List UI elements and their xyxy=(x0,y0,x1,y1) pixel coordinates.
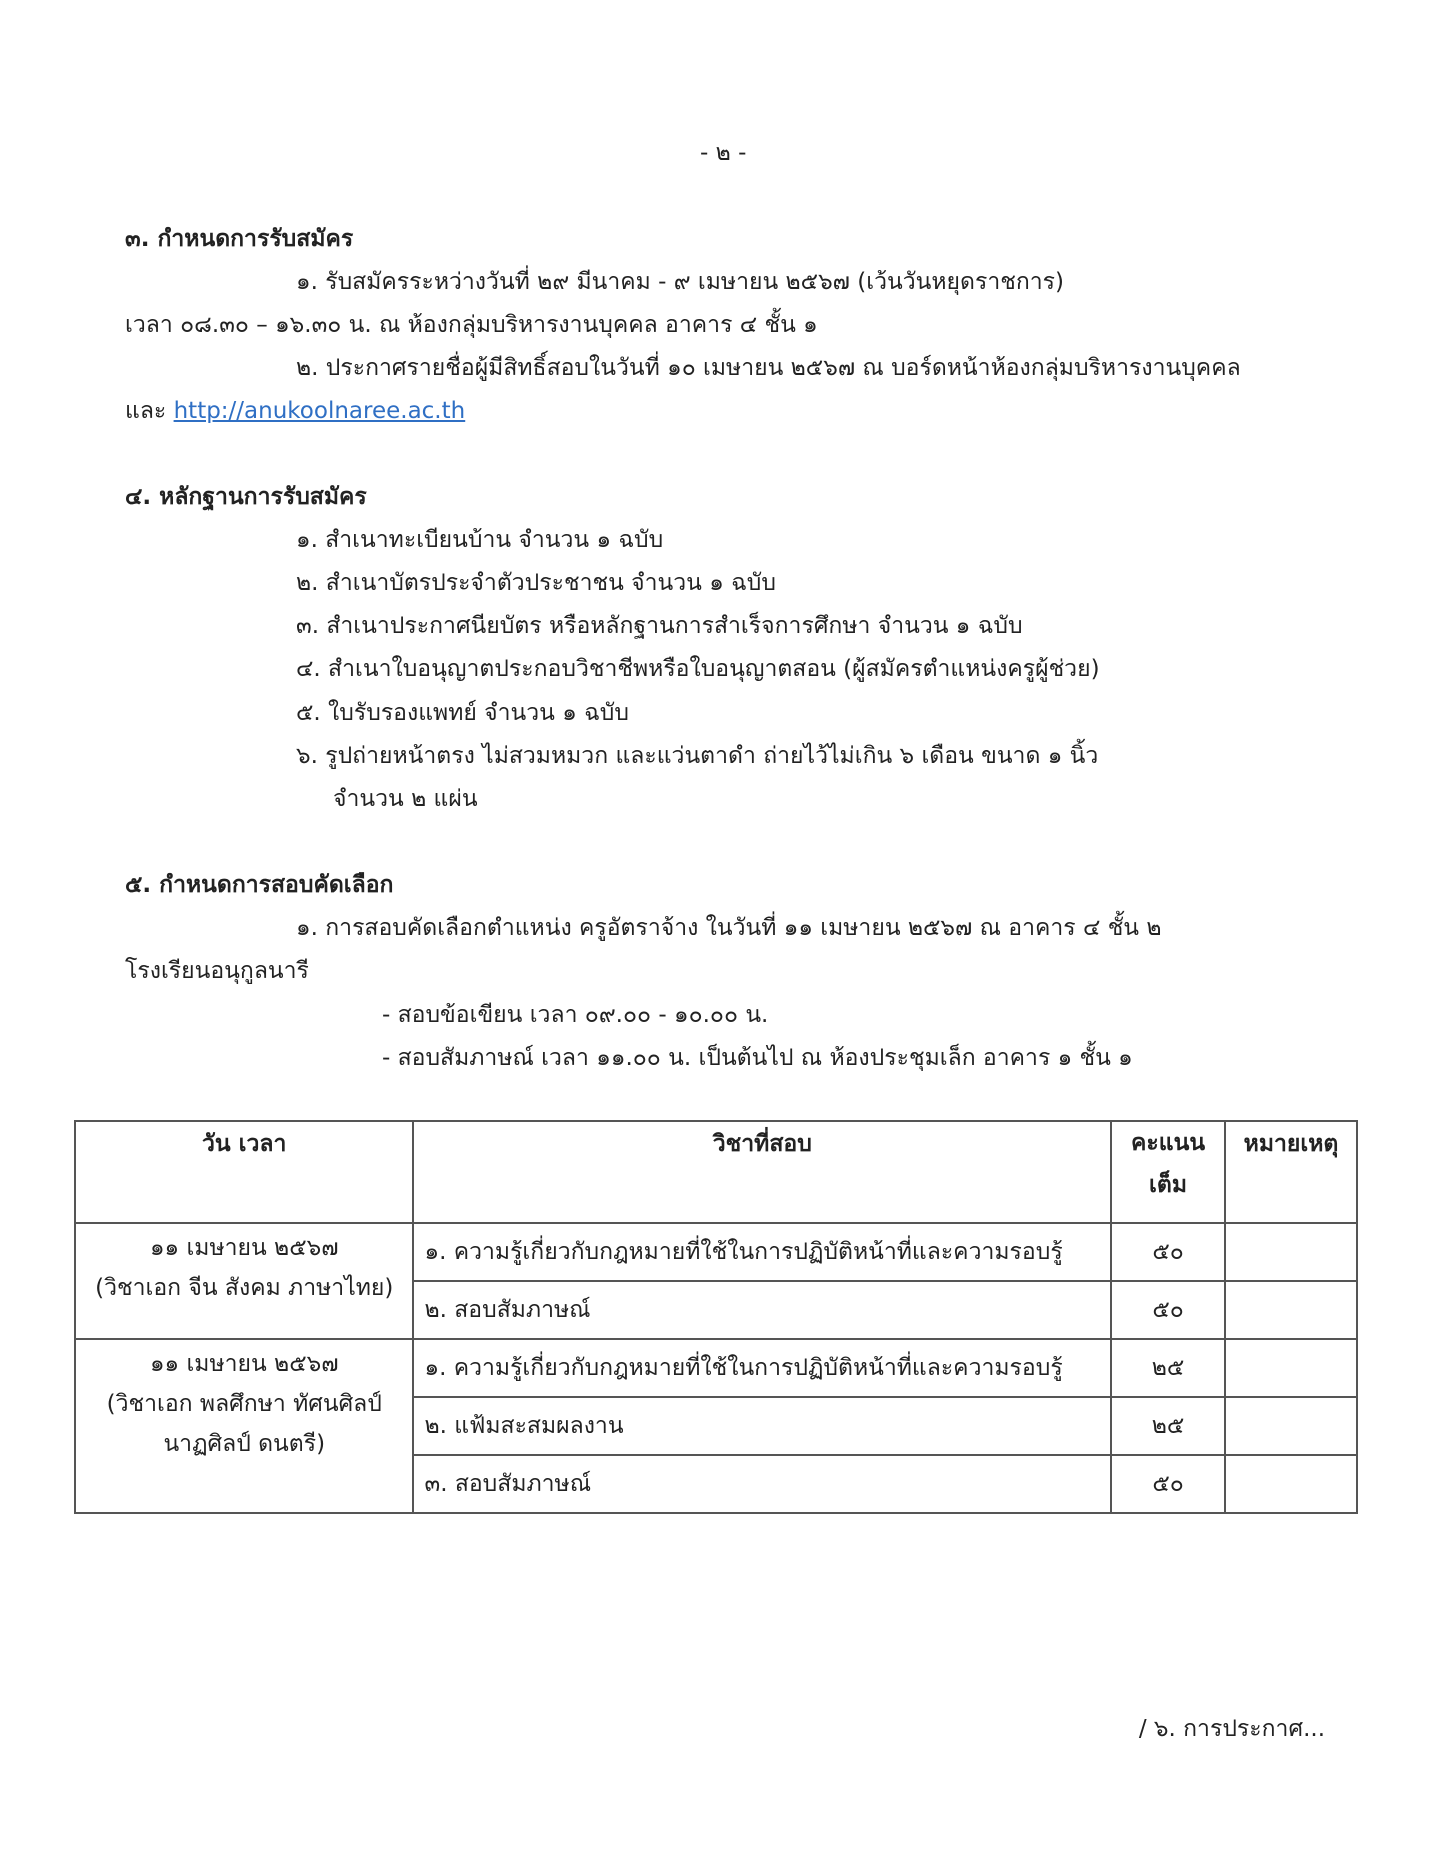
section5-line1-cont: โรงเรียนอนุกูลนารี xyxy=(125,958,309,984)
subject-cell: ๑. ความรู้เกี่ยวกับกฎหมายที่ใช้ในการปฏิบัติหน้าที่และความรอบรู้ xyxy=(413,1223,1111,1281)
written-exam-time: - สอบข้อเขียน เวลา ๐๙.๐๐ - ๑๐.๐๐ น. xyxy=(382,1002,769,1028)
header-note: หมายเหตุ xyxy=(1225,1121,1357,1223)
section4-heading: ๔. หลักฐานการรับสมัคร xyxy=(125,484,367,510)
note-cell xyxy=(1225,1455,1357,1513)
doc-item-cont: จำนวน ๒ แผ่น xyxy=(333,786,478,812)
subject-cell: ๒. สอบสัมภาษณ์ xyxy=(413,1281,1111,1339)
section5-heading: ๕. กำหนดการสอบคัดเลือก xyxy=(125,872,394,898)
date-detail: (วิชาเอก พลศึกษา ทัศนศิลป์ นาฏศิลป์ ดนตรี) xyxy=(106,1391,382,1457)
score-cell: ๕๐ xyxy=(1111,1281,1225,1339)
section5-line1: ๑. การสอบคัดเลือกตำแหน่ง ครูอัตราจ้าง ในวันที่ ๑๑ เมษายน ๒๕๖๗ ณ อาคาร ๔ ชั้น ๒ xyxy=(296,915,1162,941)
doc-item: ๒. สำเนาบัตรประจำตัวประชาชน จำนวน ๑ ฉบับ xyxy=(296,570,776,596)
doc-item: ๖. รูปถ่ายหน้าตรง ไม่สวมหมวก และแว่นตาดำ ถ่ายไว้ไม่เกิน ๖ เดือน ขนาด ๑ นิ้ว xyxy=(296,743,1099,769)
continuation-footer: / ๖. การประกาศ... xyxy=(1138,1716,1325,1742)
date-text: ๑๑ เมษายน ๒๕๖๗ xyxy=(149,1235,339,1261)
website-link[interactable]: http://anukoolnaree.ac.th xyxy=(173,398,466,424)
table-header-row xyxy=(75,1121,1357,1223)
subject-cell: ๓. สอบสัมภาษณ์ xyxy=(413,1455,1111,1513)
score-cell: ๕๐ xyxy=(1111,1223,1225,1281)
score-cell: ๒๕ xyxy=(1111,1397,1225,1455)
header-date: วัน เวลา xyxy=(75,1121,413,1223)
exam-schedule-table xyxy=(74,1120,1358,1514)
doc-item: ๔. สำเนาใบอนุญาตประกอบวิชาชีพหรือใบอนุญาตสอน (ผู้สมัครตำแหน่งครูผู้ช่วย) xyxy=(296,656,1100,682)
date-detail: (วิชาเอก จีน สังคม ภาษาไทย) xyxy=(95,1275,394,1301)
page-number: - ๒ - xyxy=(700,140,747,166)
section3-line1-cont: เวลา ๐๘.๓๐ – ๑๖.๓๐ น. ณ ห้องกลุ่มบริหารงานบุคคล อาคาร ๔ ชั้น ๑ xyxy=(125,312,818,338)
interview-time: - สอบสัมภาษณ์ เวลา ๑๑.๐๐ น. เป็นต้นไป ณ ห้องประชุมเล็ก อาคาร ๑ ชั้น ๑ xyxy=(382,1045,1133,1071)
date-cell xyxy=(75,1339,413,1513)
section3-line1: ๑. รับสมัครระหว่างวันที่ ๒๙ มีนาคม - ๙ เมษายน ๒๕๖๗ (เว้นวันหยุดราชการ) xyxy=(296,269,1065,295)
table-row xyxy=(75,1223,1357,1281)
section3-heading: ๓. กำหนดการรับสมัคร xyxy=(125,226,354,252)
doc-item: ๕. ใบรับรองแพทย์ จำนวน ๑ ฉบับ xyxy=(296,700,629,726)
score-cell: ๕๐ xyxy=(1111,1455,1225,1513)
doc-item: ๓. สำเนาประกาศนียบัตร หรือหลักฐานการสำเร็จการศึกษา จำนวน ๑ ฉบับ xyxy=(296,613,1023,639)
note-cell xyxy=(1225,1397,1357,1455)
section3-line2-cont xyxy=(125,396,465,426)
header-score: คะแนน เต็ม xyxy=(1111,1121,1225,1223)
date-text: ๑๑ เมษายน ๒๕๖๗ xyxy=(149,1351,339,1377)
note-cell xyxy=(1225,1339,1357,1397)
doc-item: ๑. สำเนาทะเบียนบ้าน จำนวน ๑ ฉบับ xyxy=(296,527,664,553)
score-cell: ๒๕ xyxy=(1111,1339,1225,1397)
section3-line2: ๒. ประกาศรายชื่อผู้มีสิทธิ์สอบในวันที่ ๑๐ เมษายน ๒๕๖๗ ณ บอร์ดหน้าห้องกลุ่มบริหารงานบุคคล xyxy=(296,355,1241,381)
note-cell xyxy=(1225,1281,1357,1339)
subject-cell: ๒. แฟ้มสะสมผลงาน xyxy=(413,1397,1111,1455)
note-cell xyxy=(1225,1223,1357,1281)
and-text: และ xyxy=(125,398,167,424)
table-row xyxy=(75,1339,1357,1397)
subject-cell: ๑. ความรู้เกี่ยวกับกฎหมายที่ใช้ในการปฏิบัติหน้าที่และความรอบรู้ xyxy=(413,1339,1111,1397)
date-cell xyxy=(75,1223,413,1339)
header-subject: วิชาที่สอบ xyxy=(413,1121,1111,1223)
